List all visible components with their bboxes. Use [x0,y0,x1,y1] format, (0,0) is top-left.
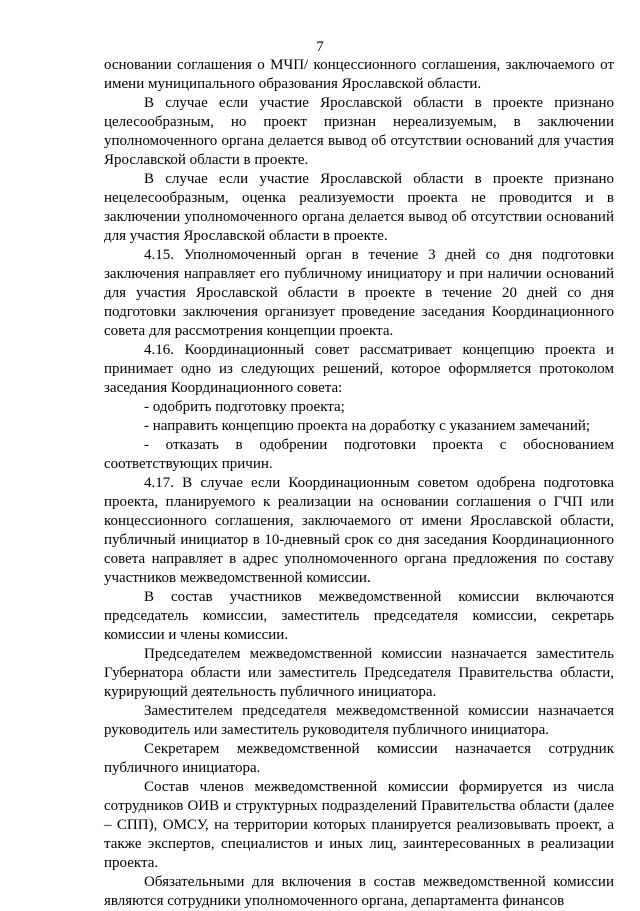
paragraph-4-15: 4.15. Уполномоченный орган в течение 3 дней со дня подготовки заключения направляет его публичному инициатору и при наличии оснований для участия Ярославской области в проекте в течение 20 дней со дня подготовки заключения организует проведение заседания Координационного совета для рассмотрения концепции проекта. [104,247,614,339]
paragraph-feasible-but-unrealizable: В случае если участие Ярославской области в проекте признано целесообразным, но проект признан нереализуемым, в заключении уполномоченного органа делается вывод об отсутствии оснований для участия Ярославской области в проекте. [104,95,614,168]
list-item-revise: - направить концепцию проекта на доработку с указанием замечаний; [144,418,591,434]
paragraph-inexpedient: В случае если участие Ярославской области в проекте признано нецелесообразным, оценка реализуемости проекта не проводится и в заключении уполномоченного органа делается вывод об отсутствии оснований для участия Ярославской области в проекте. [104,171,614,244]
paragraph-4-17: 4.17. В случае если Координационным советом одобрена подготовка проекта, планируемого к реализации на основании соглашения о ГЧП или концессионного соглашения, заключаемого от имени Ярославской области, публичный инициатор в 10-дневный срок со дня заседания Координационного совета направляет в адрес уполномоченного органа предложения по составу участников межведомственной комиссии. [104,475,614,586]
paragraph-commission-composition: В состав участников межведомственной комиссии включаются председатель комиссии, заместитель председателя комиссии, секретарь комиссии и члены комиссии. [104,589,614,643]
paragraph-mandatory-members: Обязательными для включения в состав межведомственной комиссии являются сотрудники уполномоченного органа, департамента финансов [104,874,614,909]
paragraph-secretary: Секретарем межведомственной комиссии назначается сотрудник публичного инициатора. [104,741,614,776]
document-body [104,56,614,911]
paragraph-continuation: основании соглашения о МЧП/ концессионного соглашения, заключаемого от имени муниципального образования Ярославской области. [104,57,614,92]
list-item-refuse: - отказать в одобрении подготовки проекта с обоснованием соответствующих причин. [104,437,614,472]
paragraph-members: Состав членов межведомственной комиссии формируется из числа сотрудников ОИВ и структурных подразделений Правительства области (далее – СПП), ОМСУ, на территории которых планируется реализовывать проект, а также экспертов, специалистов и иных лиц, заинтересованных в реализации проекта. [104,779,614,871]
paragraph-deputy-chairman: Заместителем председателя межведомственной комиссии назначается руководитель или заместитель руководителя публичного инициатора. [104,703,614,738]
paragraph-chairman: Председателем межведомственной комиссии назначается заместитель Губернатора области или заместитель Председателя Правительства области, курирующий деятельность публичного инициатора. [104,646,614,700]
page-number: 7 [316,39,324,55]
list-item-approve: - одобрить подготовку проекта; [144,399,345,415]
paragraph-4-16: 4.16. Координационный совет рассматривает концепцию проекта и принимает одно из следующих решений, которое оформляется протоколом заседания Координационного совета: [104,342,614,396]
